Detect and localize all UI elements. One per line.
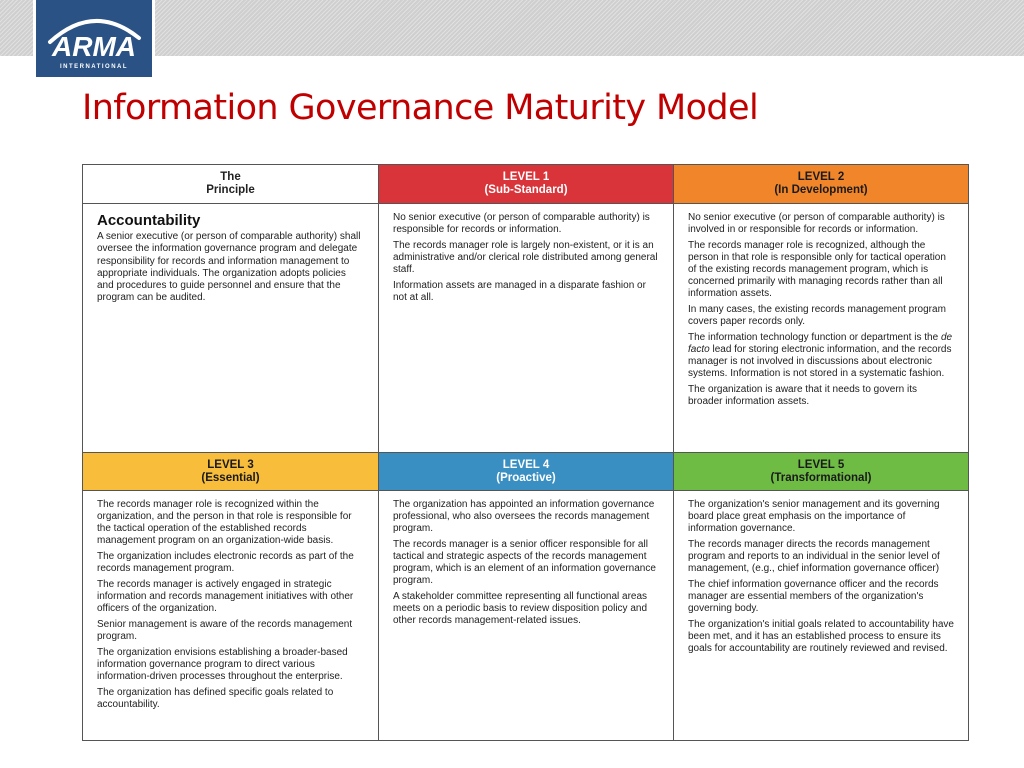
level-5-item: The records manager directs the records management program and reports to an individual in the senior level of management, (e.g., chief information governance officer): [688, 539, 940, 574]
header-line-2: (Sub-Standard): [484, 184, 568, 196]
level-2-text-before: The information technology function or department is the: [688, 332, 939, 343]
header-line-2: (Essential): [201, 471, 260, 484]
level-4-item: A stakeholder committee representing all functional areas meets on a periodic basis to review disposition policy and other records management-related issues.: [393, 591, 648, 626]
header-line-1: LEVEL 3: [207, 458, 254, 471]
header-principle: [83, 165, 378, 203]
principle-text: A senior executive (or person of comparable authority) shall oversee the information governance program and delegate responsibility for records and information management to appropriate individuals. The organization adopts policies and procedures to guide personnel and ensure that the program can be audited.: [97, 231, 361, 304]
header-level-3: [83, 453, 378, 490]
level-2-italic-term: de facto: [688, 332, 953, 355]
header-line-1: LEVEL 2: [797, 171, 845, 183]
header-level-4: [379, 453, 673, 490]
level-5-cell: [674, 491, 968, 740]
logo-subtext: INTERNATIONAL: [59, 64, 129, 70]
level-5-item: The organization's senior management and its governing board place great emphasis on the importance of information governance.: [688, 499, 940, 534]
header-level-5: [674, 453, 968, 490]
level-2-item: No senior executive (or person of comparable authority) is involved in or responsible for records or information.: [688, 212, 945, 235]
level-5-item: The organization's initial goals related to accountability have been met, and it has an established process to ensure its goals for accountability are routinely reviewed and revised.: [688, 619, 954, 654]
header-level-1: [379, 165, 673, 203]
level-1-cell: [379, 204, 673, 452]
header-line-1: LEVEL 1: [502, 171, 550, 183]
header-line-1: LEVEL 5: [797, 458, 845, 471]
header-line-2: (Transformational): [770, 471, 872, 484]
level-3-item: The records manager role is recognized within the organization, and the person in that role is responsible for the tactical operation of the established records management program on an organization-wide basis.: [97, 499, 352, 546]
level-1-item: The records manager role is largely non-existent, or it is an administrative and/or clerical role distributed among general staff.: [393, 240, 658, 275]
principle-title: Accountability: [97, 212, 201, 229]
level-4-item: The organization has appointed an information governance professional, who also oversees the records management program.: [393, 499, 655, 534]
level-1-item: Information assets are managed in a disparate fashion or not at all.: [393, 280, 646, 303]
level-2-item: The records manager role is recognized, although the person in that role is responsible only for tactical operation of the existing records management program, which is concerned primarily with managing records rather than all information assets.: [688, 240, 946, 299]
header-line-1: LEVEL 4: [502, 458, 550, 471]
header-line-2: (Proactive): [496, 471, 556, 484]
level-3-item: The organization has defined specific goals related to accountability.: [97, 687, 334, 710]
level-3-item: The organization envisions establishing a broader-based information governance program to direct various information-driven processes throughout the enterprise.: [97, 647, 348, 682]
level-4-item: The records manager is a senior officer responsible for all tactical and strategic aspects of the records management program, which is an element of an information governance program.: [393, 539, 656, 586]
level-5-item: The chief information governance officer and the records manager are essential members of the organization's governing body.: [688, 579, 939, 614]
header-line-2: (In Development): [774, 184, 868, 196]
header-level-2: [674, 165, 968, 203]
level-2-cell: [674, 204, 968, 452]
level-3-item: Senior management is aware of the records management program.: [97, 619, 353, 642]
maturity-model-table: [82, 164, 969, 741]
principle-cell: [83, 204, 378, 452]
header-line-2: Principle: [206, 184, 255, 196]
level-3-item: The organization includes electronic records as part of the records management program.: [97, 551, 354, 574]
level-2-item: The organization is aware that it needs to govern its broader information assets.: [688, 384, 918, 407]
level-2-item: [688, 332, 954, 380]
header-line-1: The: [220, 171, 241, 183]
arma-logo: [33, 0, 155, 80]
page-title: Information Governance Maturity Model: [82, 88, 759, 128]
level-2-item: In many cases, the existing records management program covers paper records only.: [688, 304, 946, 327]
level-2-text-after: lead for storing electronic information, and the records manager is not involved in discussions about electronic systems. Information is not stored in a systematic fashion.: [688, 344, 952, 379]
level-3-cell: [83, 491, 378, 740]
level-1-item: No senior executive (or person of comparable authority) is responsible for records or information.: [393, 212, 650, 235]
level-3-item: The records manager is actively engaged in strategic information and records management initiatives with other officers of the organization.: [97, 579, 354, 614]
logo-wordmark: ARMA: [52, 31, 136, 62]
level-4-cell: [379, 491, 673, 740]
